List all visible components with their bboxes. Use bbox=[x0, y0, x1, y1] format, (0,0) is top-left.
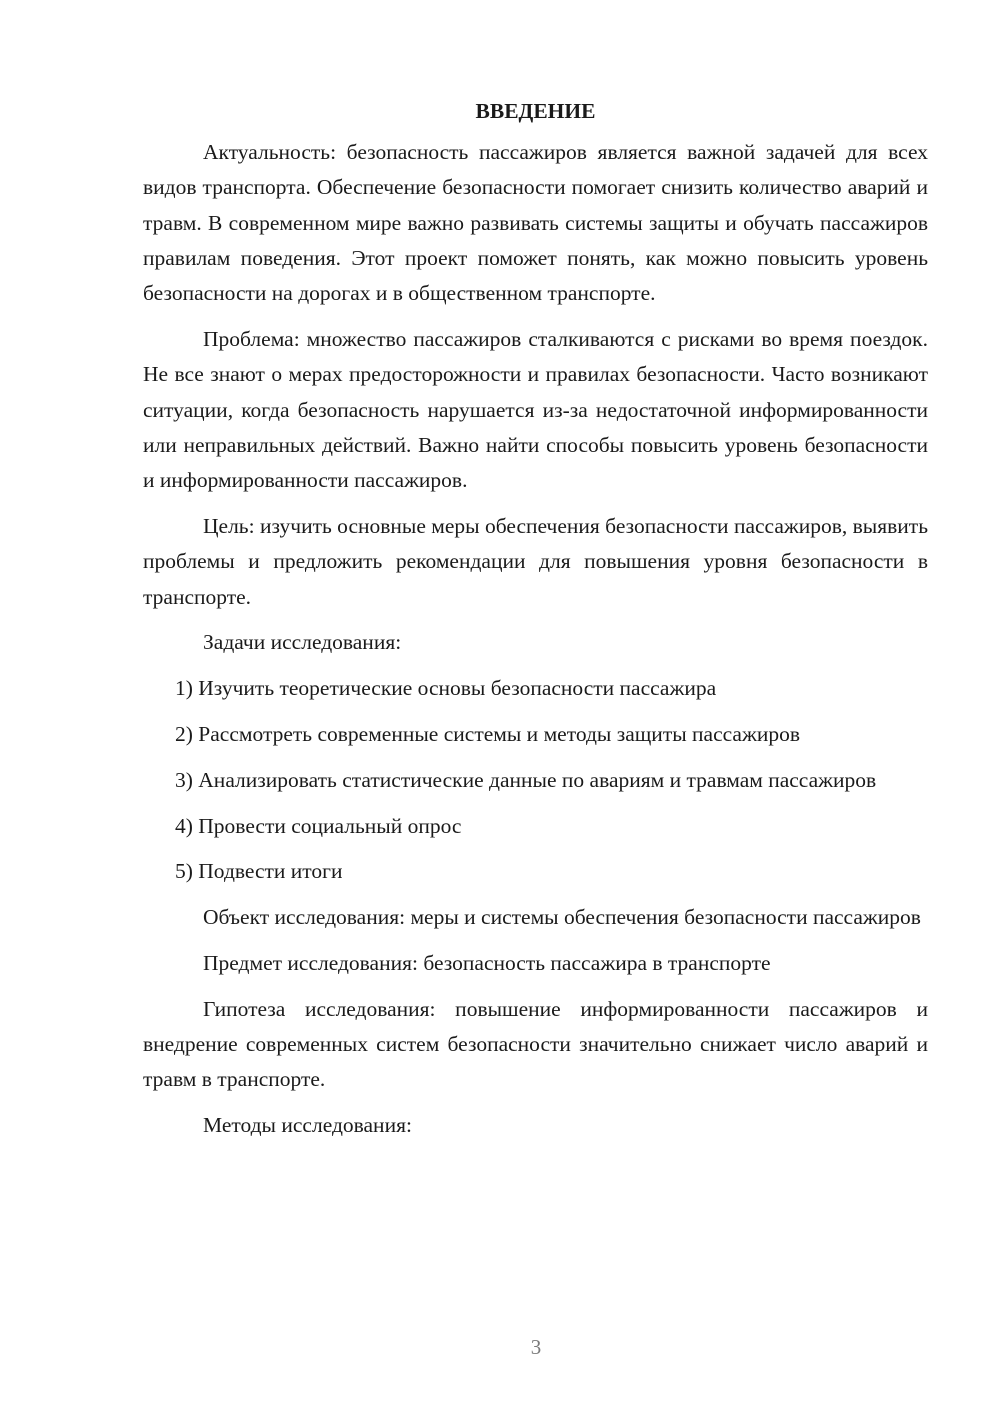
methods-heading: Методы исследования: bbox=[203, 1113, 412, 1138]
task-item-2: 2) Рассмотреть современные системы и методы защиты пассажиров bbox=[175, 721, 800, 746]
task-item-4: 4) Провести социальный опрос bbox=[175, 813, 462, 838]
paragraph-relevance: Актуальность: безопасность пассажиров является важной задачей для всех видов транспорта. Обеспечение безопасности помогает снизить количество аварий и травм. В современном мире важно развивать системы защиты и обучать пассажиров правилам поведения. Этот проект поможет понять, как можно повысить уровень безопасности на дорогах и в общественном транспорте. bbox=[143, 140, 928, 306]
paragraph-goal: Цель: изучить основные меры обеспечения безопасности пассажиров, выявить проблемы и предложить рекомендации для повышения уровня безопасности в транспорте. bbox=[143, 513, 928, 609]
paragraph-subject: Предмет исследования: безопасность пассажира в транспорте bbox=[203, 950, 771, 975]
paragraph-problem: Проблема: множество пассажиров сталкиваются с рисками во время поездок. Не все знают о мерах предосторожности и правилах безопасности. Часто возникают ситуации, когда безопасность нарушается из-за недостаточной информированности или неправильных действий. Важно найти способы повысить уровень безопасности и информированности пассажиров. bbox=[143, 326, 928, 493]
paragraph-hypothesis: Гипотеза исследования: повышение информированности пассажиров и внедрение современных систем безопасности значительно снижает число аварий и травм в транспорте. bbox=[143, 996, 928, 1092]
paragraph-object: Объект исследования: меры и системы обеспечения безопасности пассажиров bbox=[203, 905, 921, 930]
tasks-heading: Задачи исследования: bbox=[203, 630, 402, 655]
section-title: ВВЕДЕНИЕ bbox=[475, 99, 596, 123]
task-item-3: 3) Анализировать статистические данные по авариям и травмам пассажиров bbox=[175, 767, 877, 792]
page-number: 3 bbox=[530, 1335, 542, 1359]
page-content bbox=[143, 97, 928, 1154]
task-item-5: 5) Подвести итоги bbox=[175, 859, 343, 884]
task-item-1: 1) Изучить теоретические основы безопасности пассажира bbox=[175, 676, 717, 701]
